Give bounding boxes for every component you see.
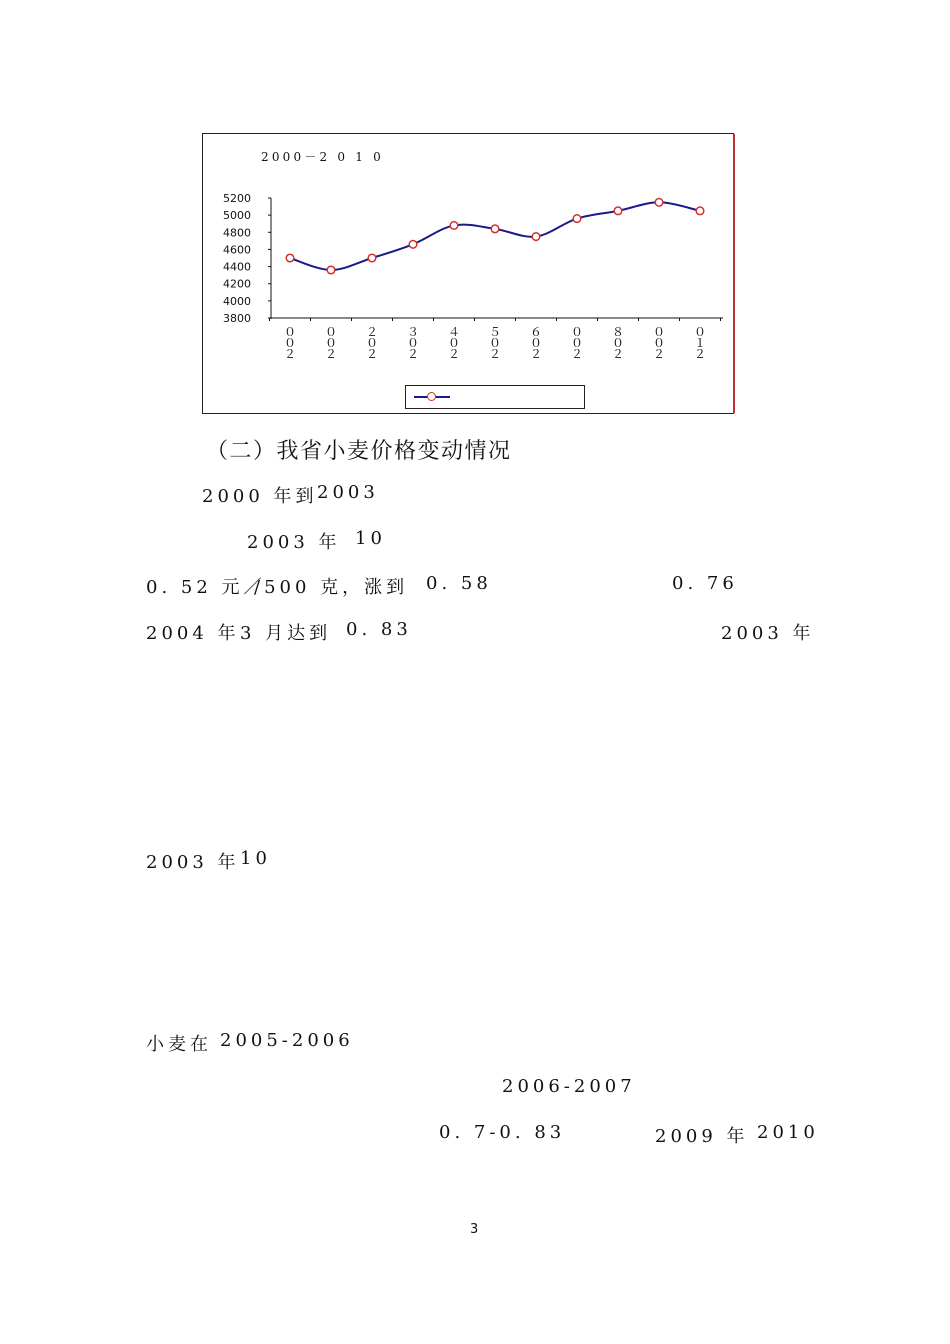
text-segment: 2004 年 [146,623,240,645]
y-tick-label: 5000 [223,209,251,223]
data-point [450,222,458,230]
data-point [696,207,704,215]
text-segment: 2009 年 [655,1125,749,1147]
y-tick-label: 4600 [223,243,251,257]
data-point [573,215,581,223]
chart-legend [405,385,585,409]
text-segment: 2003 年 [146,851,240,873]
y-tick-label: 5200 [223,192,251,205]
text-segment: 2005-2006 [220,1030,354,1052]
y-tick-label: 4400 [223,260,251,274]
text-segment: 2010 [757,1121,819,1143]
text-segment: 3 月达到 [240,623,332,645]
data-point [655,198,663,206]
data-point [327,266,335,274]
text-segment: 2003 年 [247,531,341,553]
x-tick-label: ８ ０ ２ [612,325,625,361]
chart-frame [202,133,734,414]
text-segment: 2003 [317,482,379,503]
section-heading: （二）我省小麦价格变动情况 [206,439,512,464]
page-number: 3 [470,1222,479,1237]
data-point [368,254,376,262]
x-tick-label: ０ ０ ２ [284,325,297,361]
x-tick-label: ５ ０ ２ [489,325,502,361]
y-tick-label: 4000 [223,294,251,308]
data-point [614,207,622,215]
text-segment: 0. 76 [672,573,738,595]
text-segment: 0. 83 [346,619,412,641]
x-tick-label: ０ ０ ２ [325,325,338,361]
series-line [290,202,700,270]
y-tick-label: 4800 [223,226,251,240]
text-segment: 2006-2007 [502,1076,636,1098]
data-point [286,254,294,262]
text-segment: 0. 58 [426,573,492,595]
x-tick-label: ３ ０ ２ [407,325,420,361]
x-tick-label: ６ ０ ２ [530,325,543,361]
text-segment: 2003 年 [721,623,815,645]
text-segment: 10 [355,527,386,549]
text-segment: 0. 7-0. 83 [439,1121,566,1143]
text-segment: 2000 年到 [202,486,318,507]
legend-line-marker-icon [414,396,450,398]
text-segment: 10 [240,847,271,869]
x-tick-label: ４ ０ ２ [448,325,461,361]
x-tick-label: ０ １ ２ [694,325,707,361]
text-segment: 0. 52 元／ [146,577,266,599]
y-tick-label: 4200 [223,277,251,291]
text-segment: 小麦在 [146,1034,212,1056]
x-tick-label: ０ ０ ２ [653,325,666,361]
data-point [491,225,499,233]
text-segment: /500 克，涨到 [254,577,409,599]
data-point [409,240,417,248]
price-line-chart [203,134,735,415]
x-tick-label: ０ ０ ２ [571,325,584,361]
x-tick-label: ２ ０ ２ [366,325,379,361]
chart-title: 2000－2 0 1 0 [261,150,384,164]
data-point [532,233,540,241]
y-tick-label: 3800 [223,312,251,325]
